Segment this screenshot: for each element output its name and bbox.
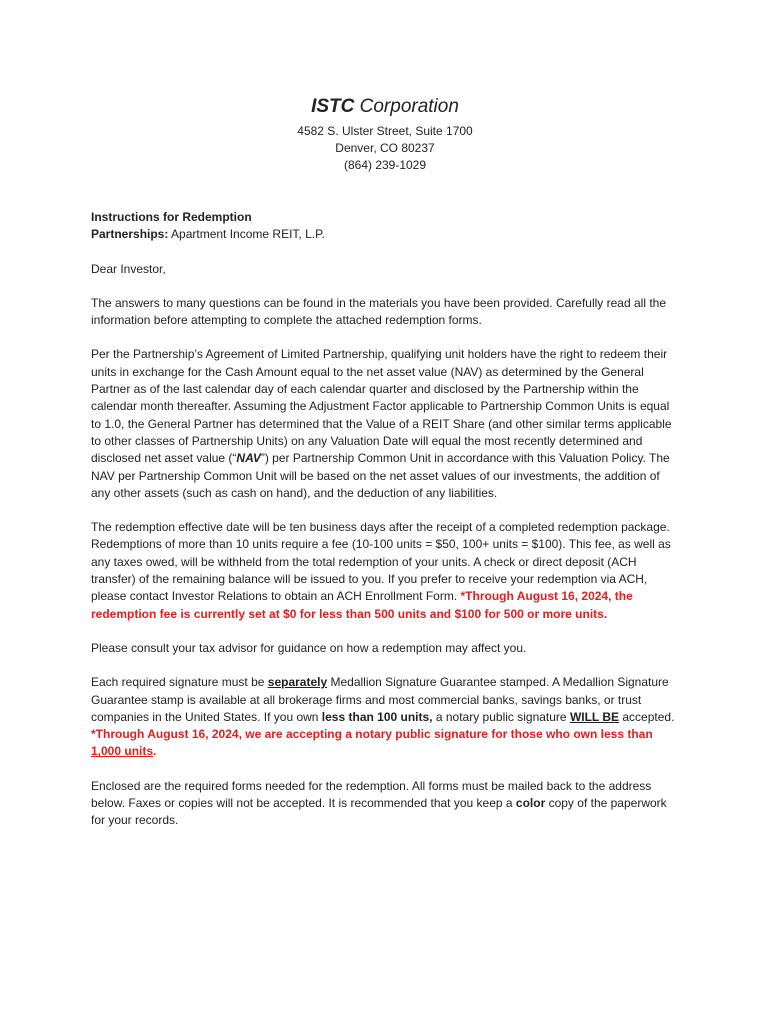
heading-title: Instructions for Redemption	[91, 210, 252, 224]
partnerships-value: Apartment Income REIT, L.P.	[168, 227, 325, 242]
less-100-units: less than 100 units,	[321, 709, 433, 724]
paragraph-enclosed-forms: Enclosed are the required forms needed for the redemption. All forms must be mailed back to the address below. Faxes or copies will not be accepted. It is recommended that you keep a color copy of the paperwork for your records.	[91, 778, 667, 828]
notary-notice: *Through August 16, 2024, we are accepting a notary public signature for those who own less than 1,000 units.	[91, 727, 653, 759]
nav-term: NAV	[236, 451, 261, 466]
paragraph-redemption-fee: The redemption effective date will be ten business days after the receipt of a completed redemption package. Redemptions of more than 10 units require a fee (10-100 units = $50, 100+ units = $100). This fee, as well as any taxes owed, will be withheld from the total redemption of your units. A check or direct deposit (ACH transfer) of the remaining balance will be issued to you. If you prefer to receive your redemption via ACH, please contact Investor Relations to obtain an ACH Enrollment Form. *Through August 16, 2024, the redemption fee is currently set at $0 for less than 500 units and $100 for 500 or more units.	[91, 520, 671, 621]
paragraph-signature: Each required signature must be separately Medallion Signature Guarantee stamped. A Medallion Signature Guarantee stamp is available at all brokerage firms and most commercial banks, savings banks, or trust companies in the United States. If you own less than 100 units, a notary public signature WILL BE accepted. *Through August 16, 2024, we are accepting a notary public signature for those who own less than 1,000 units.	[91, 675, 675, 759]
address-line-2: Denver, CO 80237	[335, 141, 435, 155]
fee-notice: *Through August 16, 2024, the redemption fee is currently set at $0 for less than 500 units and $100 for 500 or more units.	[91, 589, 633, 621]
phone-number: (864) 239-1029	[343, 158, 427, 172]
salutation: Dear Investor,	[91, 261, 166, 276]
letterhead	[0, 95, 770, 174]
paragraph-intro: The answers to many questions can be found in the materials you have been provided. Carefully read all the information before attempting to complete the attached redemption forms.	[91, 295, 667, 328]
address-line-1: 4582 S. Ulster Street, Suite 1700	[297, 124, 473, 138]
partnerships-line	[91, 226, 681, 243]
company-brand: ISTC	[311, 96, 355, 117]
company-suffix: Corporation	[354, 96, 459, 117]
will-be-term: WILL BE	[569, 709, 620, 724]
letter-body	[91, 209, 681, 847]
units-1000: 1,000 units	[91, 744, 154, 759]
paragraph-tax-advice: Please consult your tax advisor for guidance on how a redemption may affect you.	[91, 640, 527, 655]
partnerships-label: Partnerships:	[91, 227, 169, 242]
document-heading	[91, 209, 681, 244]
company-name	[0, 95, 770, 119]
paragraph-nav: Per the Partnership’s Agreement of Limited Partnership, qualifying unit holders have the right to redeem their units in exchange for the Cash Amount equal to the net asset value (NAV) as determined by the General Partner as of the last calendar day of each calendar quarter and disclosed by the Partnership within the calendar month thereafter. Assuming the Adjustment Factor applicable to Partnership Common Units is equal to 1.0, the General Partner has determined that the Value of a REIT Share (and other similar terms applicable to other classes of Partnership Units) on any Valuation Date will equal the most recently determined and disclosed net asset value (“NAV”) per Partnership Common Unit in accordance with this Valuation Policy. The NAV per Partnership Common Unit will be based on the net asset values of our investments, the addition of any other assets (such as cash on hand), and the deduction of any liabilities.	[91, 347, 672, 500]
color-term: color	[515, 796, 546, 811]
separately-term: separately	[267, 675, 328, 690]
